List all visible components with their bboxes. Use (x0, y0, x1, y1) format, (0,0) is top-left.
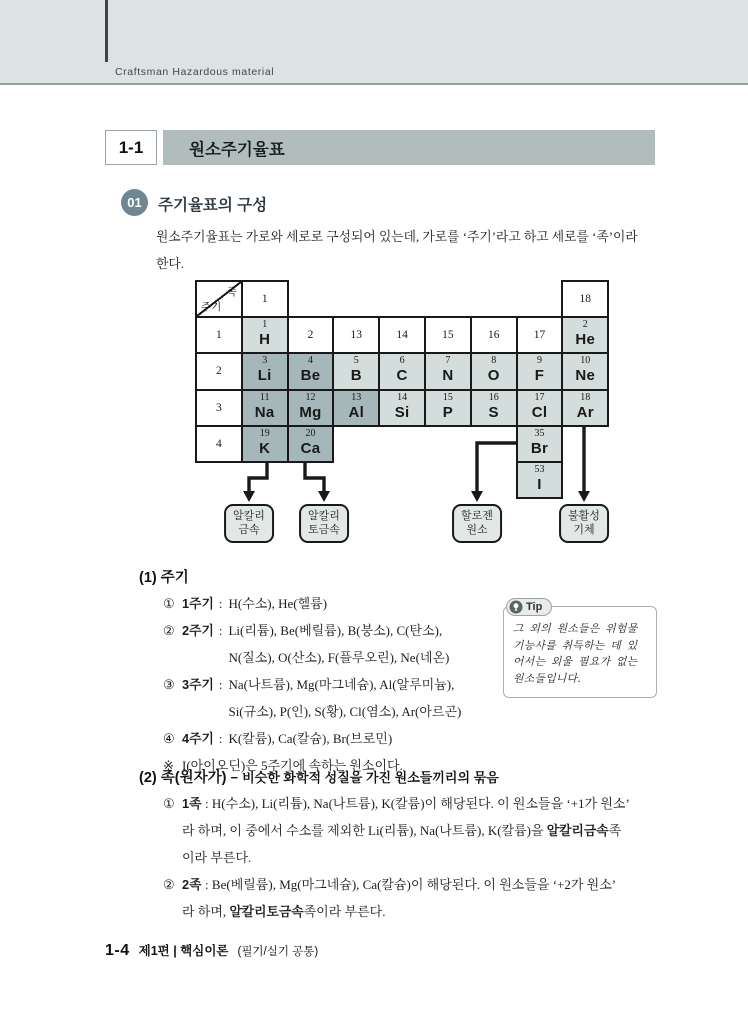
tip-badge (506, 598, 552, 616)
element-symbol: P (442, 403, 454, 421)
element-symbol: Al (348, 403, 365, 421)
element-symbol: Br (530, 439, 549, 457)
section-title-bar: 원소주기율표 (163, 130, 655, 165)
arrow-alkali-metal (249, 460, 267, 492)
page-header-band (0, 0, 748, 85)
atomic-number: 7 (445, 355, 451, 367)
group-header-2: 2 (287, 316, 335, 354)
arrowhead-alkaline-earth (318, 491, 330, 502)
corner-group-label: 족 (226, 287, 237, 298)
item-label: 2주기 (182, 623, 214, 638)
element-cell-S (470, 389, 518, 427)
group-header-17: 17 (516, 316, 564, 354)
running-head: Craftsman Hazardous material (115, 66, 275, 78)
group-header-1: 1 (241, 280, 289, 318)
atomic-number: 13 (351, 391, 362, 403)
element-cell-Al (332, 389, 380, 427)
element-symbol: Be (300, 367, 321, 385)
category-label-3: 불활성 기체 (559, 504, 609, 543)
element-cell-He (561, 316, 609, 354)
element-cell-F (516, 352, 564, 390)
atomic-number: 12 (305, 391, 316, 403)
arrowhead-inert-gas (578, 491, 590, 502)
element-symbol: I (537, 476, 542, 493)
element-cell-Ca (287, 425, 335, 463)
lesson-title: 주기율표의 구성 (158, 197, 268, 214)
atomic-number: 53 (534, 464, 545, 475)
element-symbol: Ar (576, 403, 594, 421)
group-item-1: ① 1족 : H(수소), Li(리튬), Na(나트륨), K(칼륨)이 해당된다. 이 원소들을 ‘+1가 원소’ 라 하며, 이 중에서 수소를 제외한 Li(리튬), Na(나트륨), K(칼륨)을 알칼리금속족 이라 부른다. (163, 790, 675, 871)
tip-box (503, 601, 657, 698)
period-header-3: 3 (195, 389, 243, 427)
element-cell-C (378, 352, 426, 390)
element-symbol: K (259, 439, 271, 457)
atomic-number: 15 (442, 391, 453, 403)
period-header-2: 2 (195, 352, 243, 390)
item-colon: : (218, 677, 223, 692)
period-header-4: 4 (195, 425, 243, 463)
periods-list (163, 590, 508, 779)
element-symbol: Li (257, 367, 272, 385)
period-item-3 (163, 671, 508, 725)
element-symbol: S (488, 403, 499, 421)
group-header-18: 18 (561, 280, 609, 318)
item-colon: : (218, 623, 223, 638)
atomic-number: 4 (307, 355, 313, 367)
groups-heading-dash: − (230, 770, 239, 785)
period-header-1: 1 (195, 316, 243, 354)
footer-page-number: 1-4 (105, 942, 130, 959)
atomic-number: 1 (262, 319, 268, 331)
element-symbol: B (350, 367, 362, 385)
atomic-number: 11 (259, 391, 270, 403)
element-cell-Na (241, 389, 289, 427)
header-tick-mark (105, 0, 108, 62)
element-symbol: Ne (575, 367, 596, 385)
group-header-16: 16 (470, 316, 518, 354)
element-symbol: F (534, 367, 545, 385)
element-cell-Ne (561, 352, 609, 390)
arrowhead-halogen (471, 491, 483, 502)
item-colon: : (218, 596, 223, 611)
item-colon: : (218, 731, 223, 746)
period-item-2 (163, 617, 508, 671)
item-label: 1족 (182, 796, 206, 811)
atomic-number: 18 (580, 391, 591, 403)
arrowhead-alkali-metal (243, 491, 255, 502)
element-symbol: Cl (531, 403, 548, 421)
element-cell-O (470, 352, 518, 390)
atomic-number: 9 (536, 355, 542, 367)
element-cell-N (424, 352, 472, 390)
bold-term: 알칼리토금속 (229, 904, 304, 919)
tip-text: 그 외의 원소들은 위험물 기능사를 취득하는 데 있 어서는 외울 필요가 없는 원소들입니다. (513, 622, 638, 685)
atomic-number: 2 (582, 319, 588, 331)
page-footer (105, 941, 318, 960)
item-text: H(수소), He(헬륨) (228, 596, 328, 611)
element-cell-Cl (516, 389, 564, 427)
item-marker: ④ (163, 731, 175, 746)
item-text: Li(리튬), Be(베릴륨), B(붕소), C(탄소), N(질소), O(산소), F(플루오린), Ne(네온) (228, 623, 450, 665)
element-cell-Br (516, 425, 564, 463)
element-symbol: Mg (299, 403, 322, 421)
note-marker: ※ (163, 758, 174, 773)
element-cell-Ar (561, 389, 609, 427)
element-cell-Be (287, 352, 335, 390)
atomic-number: 6 (399, 355, 405, 367)
group-header-14: 14 (378, 316, 426, 354)
tip-label: Tip (526, 601, 543, 613)
element-cell-Mg (287, 389, 335, 427)
item-label: 3주기 (182, 677, 214, 692)
tip-bulb-icon (509, 600, 523, 614)
atomic-number: 3 (262, 355, 268, 367)
arrow-alkaline-earth (305, 460, 324, 492)
section-number-box: 1-1 (105, 130, 157, 165)
lesson-number-badge: 01 (121, 189, 148, 216)
element-cell-B (332, 352, 380, 390)
element-symbol: Ca (300, 439, 321, 457)
element-symbol: O (487, 367, 500, 385)
element-symbol: N (442, 367, 454, 385)
group-item-2: ② 2족 : Be(베릴륨), Mg(마그네슘), Ca(칼슘)이 해당된다. 이 원소들을 ‘+2가 원소’ 라 하며, 알칼리토금속족이라 부른다. (163, 871, 675, 925)
item-label: 4주기 (182, 731, 214, 746)
atomic-number: 16 (488, 391, 499, 403)
atomic-number: 20 (305, 427, 316, 439)
periods-heading: (1) 주기 (139, 570, 189, 586)
element-cell-H (241, 316, 289, 354)
corner-period-label: 주기 (201, 302, 222, 314)
group-header-15: 15 (424, 316, 472, 354)
period-item-1 (163, 590, 508, 617)
intro-paragraph (156, 224, 666, 278)
atomic-number: 10 (580, 355, 591, 367)
arrow-halogen (477, 443, 516, 492)
element-symbol: C (396, 367, 408, 385)
element-symbol: H (259, 331, 271, 349)
element-cell-K (241, 425, 289, 463)
item-label: 1주기 (182, 596, 214, 611)
atomic-number: 17 (534, 391, 545, 403)
period-item-4 (163, 725, 508, 752)
element-symbol: Si (394, 403, 410, 421)
element-cell-I (516, 461, 564, 499)
note-text: I(아이오딘)은 5주기에 속하는 원소이다. (182, 758, 403, 773)
atomic-number: 5 (353, 355, 359, 367)
atomic-number: 35 (534, 427, 545, 439)
corner-cell (195, 280, 243, 318)
item-marker: ② (163, 877, 175, 892)
category-label-2: 할로젠 원소 (452, 504, 502, 543)
item-marker: ③ (163, 677, 175, 692)
item-marker: ② (163, 623, 175, 638)
item-label: 2족 (182, 877, 206, 892)
element-cell-P (424, 389, 472, 427)
element-symbol: He (575, 331, 596, 349)
group-header-13: 13 (332, 316, 380, 354)
footer-part-title: 제1편 | 핵심이론 (138, 944, 229, 958)
bold-term: 알칼리금속 (546, 823, 609, 838)
atomic-number: 19 (259, 427, 270, 439)
item-text: K(칼륨), Ca(칼슘), Br(브로민) (228, 731, 393, 746)
atomic-number: 14 (397, 391, 408, 403)
element-cell-Si (378, 389, 426, 427)
groups-heading (139, 766, 699, 787)
footer-part-suffix: (필기/실기 공통) (237, 946, 319, 958)
category-label-0: 알칼리 금속 (224, 504, 274, 543)
groups-list (163, 790, 675, 925)
element-cell-Li (241, 352, 289, 390)
element-symbol: Na (254, 403, 275, 421)
periodic-table-diagram (195, 280, 615, 552)
intro-line-2: 한다. (156, 257, 184, 271)
item-text: Na(나트륨), Mg(마그네슘), Al(알루미늄), Si(규소), P(인), S(황), Cl(염소), Ar(아르곤) (228, 677, 462, 719)
item-marker: ① (163, 796, 175, 811)
atomic-number: 8 (491, 355, 497, 367)
intro-line-1: 원소주기율표는 가로와 세로로 구성되어 있는데, 가로를 ‘주기’라고 하고 세로를 ‘족’이라 (156, 230, 638, 244)
item-marker: ① (163, 596, 175, 611)
groups-heading-main: (2) 족(원자가) (139, 770, 227, 786)
groups-heading-subtitle: 비슷한 화학적 성질을 가진 원소들끼리의 묶음 (242, 770, 499, 785)
category-label-1: 알칼리 토금속 (299, 504, 349, 543)
